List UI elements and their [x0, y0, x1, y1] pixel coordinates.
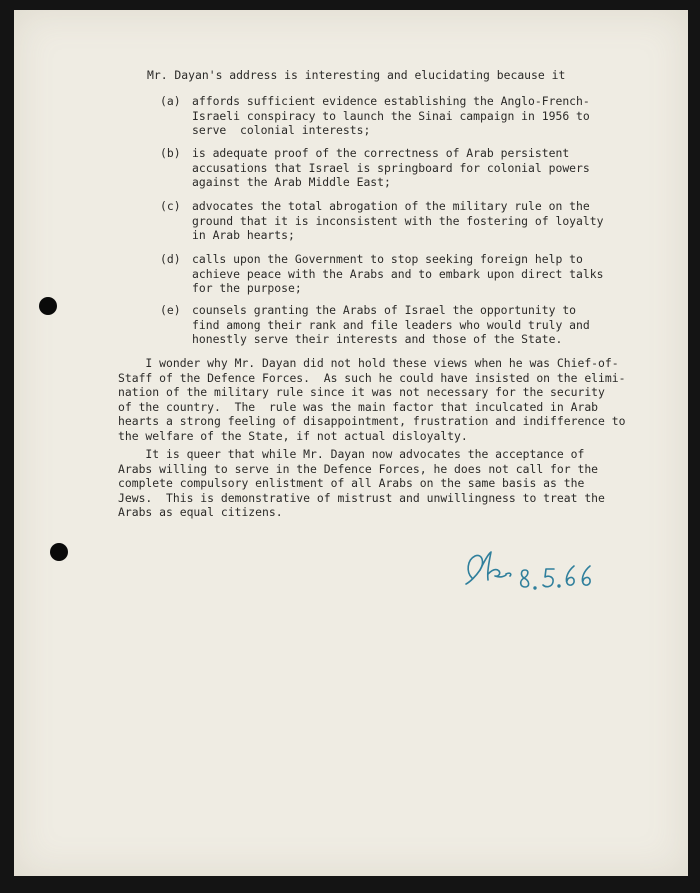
item-text-line: ground that it is inconsistent with the fostering of loyalty	[192, 213, 604, 228]
item-text-line: achieve peace with the Arabs and to embark upon direct talks	[192, 266, 604, 281]
handwritten-signature	[458, 544, 628, 604]
item-text-line: is adequate proof of the correctness of Arab persistent	[192, 146, 570, 160]
item-text-line: find among their rank and file leaders who would truly and	[192, 317, 590, 332]
item-text-line: accusations that Israel is springboard for colonial powers	[192, 160, 590, 175]
item-text-line: counsels granting the Arabs of Israel the opportunity to	[192, 303, 577, 317]
item-text-line: against the Arab Middle East;	[192, 175, 391, 189]
paragraph-line: of the country. The rule was the main factor that inculcated in Arab	[118, 399, 599, 414]
item-text-line: affords sufficient evidence establishing the Anglo-French-	[192, 94, 590, 108]
paragraph-line: Arabs willing to serve in the Defence Forces, he does not call for the	[118, 461, 599, 476]
punch-hole	[50, 543, 68, 561]
paragraph-line: complete compulsory enlistment of all Arabs on the same basis as the	[118, 476, 585, 490]
intro-line: Mr. Dayan's address is interesting and elucidating because it	[147, 68, 566, 82]
paragraph-line: nation of the military rule since it was not necessary for the security	[118, 385, 605, 399]
item-text-line: Israeli conspiracy to launch the Sinai campaign in 1956 to	[192, 108, 590, 123]
paragraph-line: Jews. This is demonstrative of mistrust and unwillingness to treat the	[118, 490, 605, 505]
paragraph-chief-of-staff	[118, 356, 658, 443]
item-label: (d)	[160, 252, 181, 266]
paragraph-line: Staff of the Defence Forces. As such he could have insisted on the elimi-	[118, 370, 626, 385]
item-text-line: calls upon the Government to stop seeking foreign help to	[192, 252, 583, 266]
paragraph-line: Arabs as equal citizens.	[118, 505, 283, 519]
item-label: (c)	[160, 199, 181, 213]
paragraph-line: hearts a strong feeling of disappointment, frustration and indifference to	[118, 414, 626, 428]
paper-sheet	[14, 10, 688, 876]
item-label: (a)	[160, 94, 181, 108]
paragraph-line: the welfare of the State, if not actual disloyalty.	[118, 428, 468, 443]
paragraph-line: It is queer that while Mr. Dayan now advocates the acceptance of	[118, 447, 585, 461]
item-text-line: honestly serve their interests and those of the State.	[192, 332, 563, 346]
item-text-line: in Arab hearts;	[192, 228, 295, 242]
item-label: (b)	[160, 146, 181, 160]
item-text-line: advocates the total abrogation of the military rule on the	[192, 199, 590, 213]
paragraph-defence-forces	[118, 447, 658, 520]
item-text-line: for the purpose;	[192, 281, 302, 295]
paragraph-line: I wonder why Mr. Dayan did not hold these views when he was Chief-of-	[118, 356, 619, 370]
punch-hole	[39, 297, 57, 315]
item-text-line: serve colonial interests;	[192, 123, 371, 137]
item-label: (e)	[160, 303, 181, 317]
